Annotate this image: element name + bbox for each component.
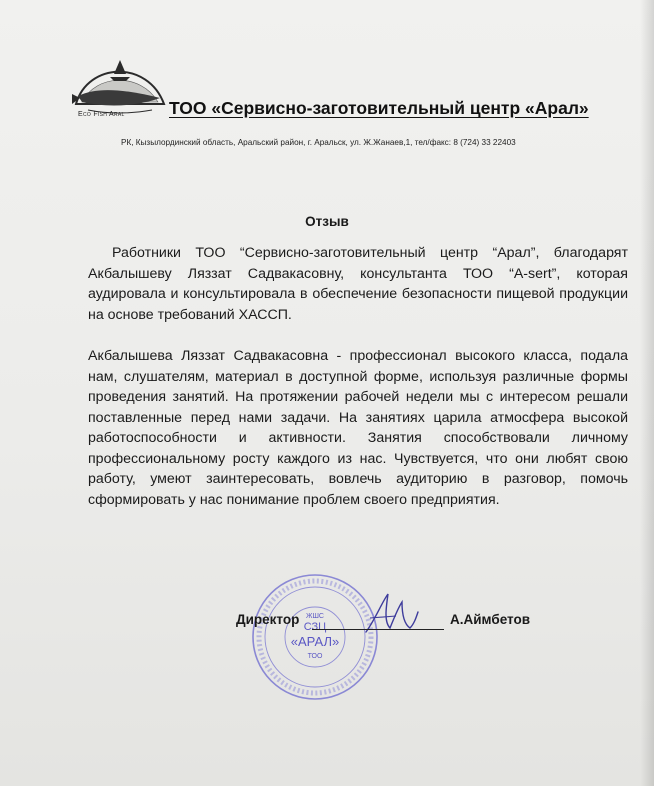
body-paragraph-1: Работники ТОО “Сервисно-заготовительный центр “Арал”, благодарят Акбалышеву Ляззат Садвакасовну, консультанта ТОО “A-sert”, которая аудировала и консультировала в обеспечение безопасности пищевой продукции на основе требований ХАССП.	[88, 245, 628, 323]
body-paragraph-2: Акбалышева Ляззат Садвакасовна - профессионал высокого класса, подала нам, слушателям, материал в доступной форме, используя различные формы проведения занятий. На протяжении рабочей недели мы с интересом решали поставленные перед нами задачи. На занятиях царила атмосфера высокой работоспособности и активности. Занятия способствовали личному профессиональному росту каждого из нас. Чувствуется, что они любят свою работу, умеют заинтересовать, вовлечь аудиторию в разговор, помочь сформировать у нас понимание проблем своего предприятия.	[88, 348, 628, 508]
stamp-center-text: «АРАЛ»	[290, 634, 340, 649]
signature-line	[312, 629, 444, 630]
signature-label: Директор	[236, 612, 300, 627]
signature-row	[236, 612, 654, 634]
organization-address: РК, Кызылординский область, Аральский район, г. Аральск, ул. Ж.Жанаев,1, тел/факс: 8 (724) 33 22403	[121, 138, 516, 147]
stamp-abbr-text: СЗЦ	[303, 621, 327, 633]
stamp-bottom-text: ТОО	[307, 653, 323, 660]
page-edge-shadow	[640, 0, 654, 786]
stamp-top-text: ЖШС	[306, 613, 324, 620]
logo-caption: Eco Fish Aral	[78, 111, 125, 118]
organization-title: ТОО «Сервисно-заготовительный центр «Арал»	[169, 98, 589, 118]
organization-stamp	[250, 572, 380, 702]
document-title: Отзыв	[305, 214, 349, 229]
signature-name: А.Аймбетов	[450, 612, 531, 627]
